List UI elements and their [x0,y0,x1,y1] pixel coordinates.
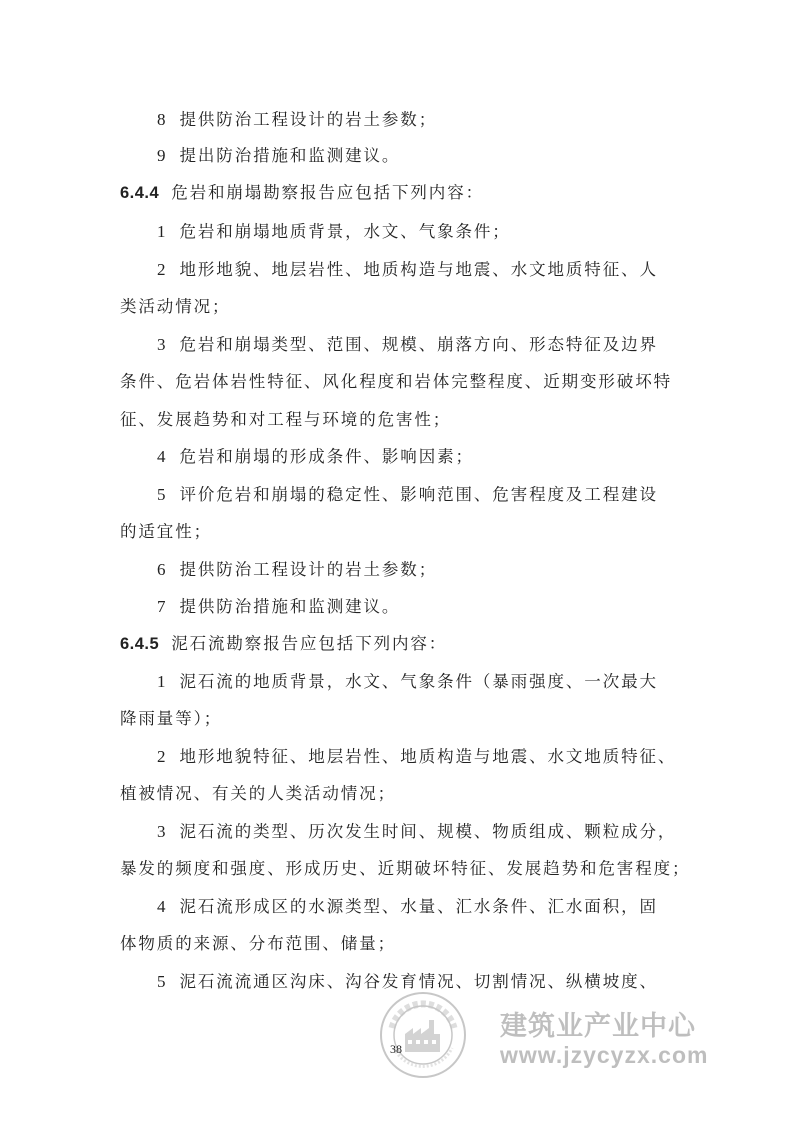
item-text: 提供防治工程设计的岩土参数； [179,560,438,579]
item-text: 地形地貌、地层岩性、地质构造与地震、水文地质特征、人 [179,260,658,279]
item-number: 1 [157,222,166,241]
item-text: 提供防治工程设计的岩土参数； [179,110,438,129]
item-text: 提出防治措施和监测建议。 [179,146,401,165]
item-number: 9 [157,146,166,165]
item-text: 暴发的频度和强度、形成历史、近期破坏特征、发展趋势和危害程度； [120,859,691,878]
continuation-line [120,521,212,543]
item-text: 征、发展趋势和对工程与环境的危害性； [120,410,452,429]
seal-logo-icon [378,990,468,1080]
item-text: 提供防治措施和监测建议。 [179,597,401,616]
list-item [157,145,400,167]
item-text: 的适宜性； [120,522,212,541]
section-number: 6.4.4 [120,184,160,202]
list-item [157,221,511,243]
list-item [157,109,437,131]
list-item [157,671,658,693]
item-number: 2 [157,747,166,766]
watermark [378,990,718,1080]
list-item [157,446,474,468]
item-text: 泥石流的类型、历次发生时间、规模、物质组成、颗粒成分， [179,822,677,841]
item-text: 地形地貌特征、地层岩性、地质构造与地震、水文地质特征、 [179,747,677,766]
continuation-line [120,858,690,880]
watermark-name: 建筑业产业中心 [500,1011,696,1042]
item-number: 8 [157,110,166,129]
section-text: 危岩和崩塌勘察报告应包括下列内容： [171,183,485,202]
list-item [157,596,400,618]
item-number: 2 [157,260,166,279]
section-heading [120,633,447,655]
continuation-line [120,933,396,955]
continuation-line [120,296,230,318]
section-text: 泥石流勘察报告应包括下列内容： [171,634,448,653]
item-text: 类活动情况； [120,297,231,316]
item-number: 5 [157,972,166,991]
continuation-line [120,783,396,805]
list-item [157,559,437,581]
item-text: 泥石流流通区沟床、沟谷发育情况、切割情况、纵横坡度、 [179,972,658,991]
page-number: 38 [390,1042,402,1056]
item-text: 条件、危岩体岩性特征、风化程度和岩体完整程度、近期变形破坏特 [120,372,672,391]
continuation-line [120,708,222,730]
list-item [157,896,658,918]
list-item [157,821,676,843]
continuation-line [120,371,672,393]
item-text: 泥石流形成区的水源类型、水量、汇水条件、汇水面积，固 [179,897,658,916]
continuation-line [120,409,451,431]
item-text: 危岩和崩塌地质背景，水文、气象条件； [179,222,511,241]
item-text: 泥石流的地质背景，水文、气象条件（暴雨强度、一次最大 [179,672,658,691]
item-text: 植被情况、有关的人类活动情况； [120,784,396,803]
section-heading [120,182,484,204]
list-item [157,746,676,768]
list-item [157,334,658,356]
item-text: 危岩和崩塌的形成条件、影响因素； [179,447,474,466]
item-number: 5 [157,485,166,504]
item-number: 4 [157,447,166,466]
item-number: 6 [157,560,166,579]
item-text: 危岩和崩塌类型、范围、规模、崩落方向、形态特征及边界 [179,335,658,354]
item-number: 4 [157,897,166,916]
item-number: 3 [157,335,166,354]
item-text: 体物质的来源、分布范围、储量； [120,934,396,953]
section-number: 6.4.5 [120,635,160,653]
watermark-url: www.jzycyzx.com [500,1042,709,1068]
item-number: 3 [157,822,166,841]
item-number: 7 [157,597,166,616]
item-text: 降雨量等）； [120,709,223,728]
list-item [157,259,658,281]
item-text: 评价危岩和崩塌的稳定性、影响范围、危害程度及工程建设 [179,485,658,504]
item-number: 1 [157,672,166,691]
list-item [157,484,658,506]
